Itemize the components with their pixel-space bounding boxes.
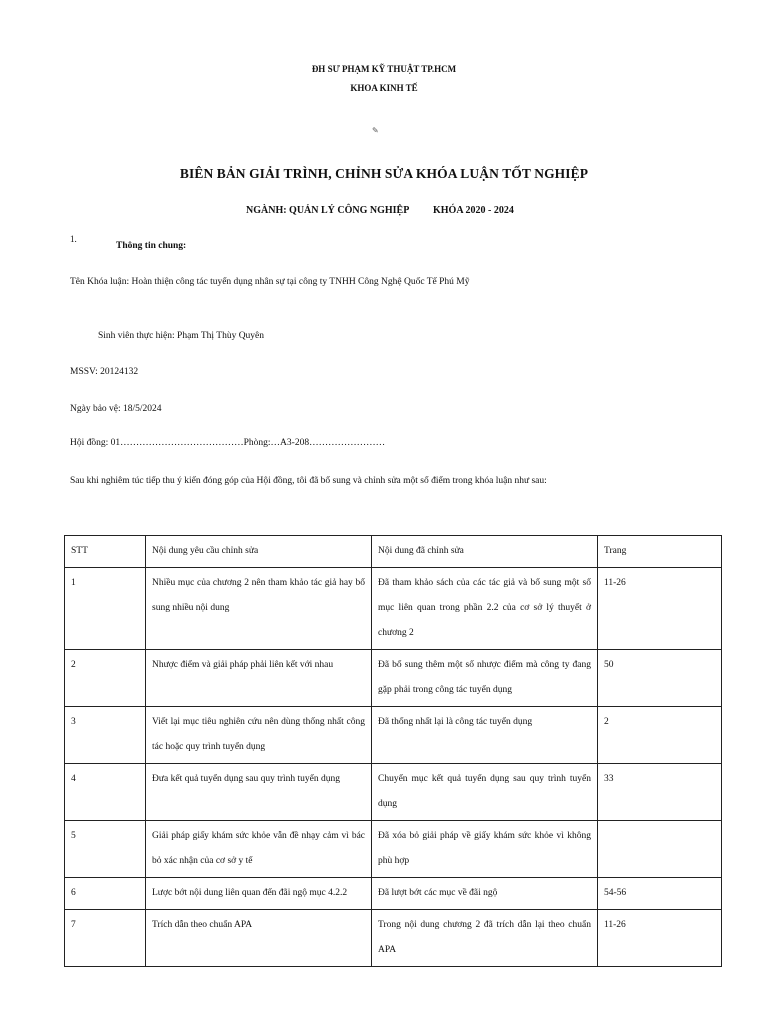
thesis-title-field: Tên Khóa luận: Hoàn thiện công tác tuyển dụng nhân sự tại công ty TNHH Công Nghệ Quốc Tế Phú Mỹ [70,277,470,287]
cell-completed: Đã xóa bỏ giải pháp về giấy khám sức khỏe vì không phù hợp [372,821,598,878]
cell-page: 33 [598,764,722,821]
cell-stt: 2 [65,650,146,707]
cell-requested: Giải pháp giấy khám sức khỏe vẫn đề nhạy cảm vì bác bỏ xác nhận của cơ sở y tế [146,821,372,878]
cell-completed: Đã lượt bớt các mục về đãi ngộ [372,878,598,910]
cell-requested: Lược bớt nội dung liên quan đến đãi ngộ mục 4.2.2 [146,878,372,910]
small-mark: ✎ [372,126,379,135]
header-stt: STT [65,536,146,568]
council-room-field: Hội đồng: 01…………………………………Phòng:…A3-208…………………… [70,438,386,448]
table-row [65,910,722,967]
table-row [65,764,722,821]
section-number: 1. [70,234,77,244]
student-name-field: Sinh viên thực hiện: Phạm Thị Thùy Quyên [98,331,265,341]
department-name: KHOA KINH TẾ [350,83,418,93]
header-completed-change: Nội dung đã chỉnh sửa [372,536,598,568]
cohort-label: KHÓA 2020 - 2024 [433,205,514,216]
student-id-field: MSSV: 20124132 [70,367,139,377]
table-row [65,650,722,707]
cell-stt: 1 [65,568,146,650]
major-line: NGÀNH: QUẢN LÝ CÔNG NGHIỆP [246,205,410,216]
cell-page: 2 [598,707,722,764]
cell-requested: Đưa kết quả tuyển dụng sau quy trình tuyển dụng [146,764,372,821]
cell-stt: 4 [65,764,146,821]
revisions-table [64,535,722,967]
table-header-row [65,536,722,568]
header-page: Trang [598,536,722,568]
table-row [65,821,722,878]
section-title: Thông tin chung: [116,241,187,251]
table-row [65,878,722,910]
cell-completed: Đã tham khảo sách của các tác giả và bổ sung một số mục liên quan trong phần 2.2 của cơ sở lý thuyết ở chương 2 [372,568,598,650]
cell-stt: 7 [65,910,146,967]
cell-page: 11-26 [598,568,722,650]
cell-stt: 3 [65,707,146,764]
cell-completed: Đã thống nhất lại là công tác tuyển dụng [372,707,598,764]
cell-page: 54-56 [598,878,722,910]
cell-completed: Chuyển mục kết quả tuyển dụng sau quy trình tuyển dụng [372,764,598,821]
cell-requested: Nhược điểm và giải pháp phải liên kết với nhau [146,650,372,707]
cell-page: 11-26 [598,910,722,967]
defense-date-field: Ngày bảo vệ: 18/5/2024 [70,404,162,414]
cell-requested: Trích dẫn theo chuẩn APA [146,910,372,967]
cell-stt: 6 [65,878,146,910]
table-row [65,568,722,650]
document-title: BIÊN BẢN GIẢI TRÌNH, CHỈNH SỬA KHÓA LUẬN TỐT NGHIỆP [179,166,589,181]
cell-page: 50 [598,650,722,707]
cell-requested: Nhiều mục của chương 2 nên tham khảo tác giả hay bổ sung nhiều nội dung [146,568,372,650]
intro-paragraph: Sau khi nghiêm túc tiếp thu ý kiến đóng góp của Hội đồng, tôi đã bổ sung và chỉnh sửa một số điểm trong khóa luận như sau: [70,476,547,486]
table-row [65,707,722,764]
cell-requested: Viết lại mục tiêu nghiên cứu nên dùng thống nhất công tác hoặc quy trình tuyển dụng [146,707,372,764]
cell-completed: Đã bổ sung thêm một số nhược điểm mà công ty đang gặp phải trong công tác tuyển dụng [372,650,598,707]
header-requested-change: Nội dung yêu cầu chỉnh sửa [146,536,372,568]
cell-stt: 5 [65,821,146,878]
cell-page [598,821,722,878]
institution-name: ĐH SƯ PHẠM KỸ THUẬT TP.HCM [311,64,457,74]
cell-completed: Trong nội dung chương 2 đã trích dẫn lại theo chuẩn APA [372,910,598,967]
